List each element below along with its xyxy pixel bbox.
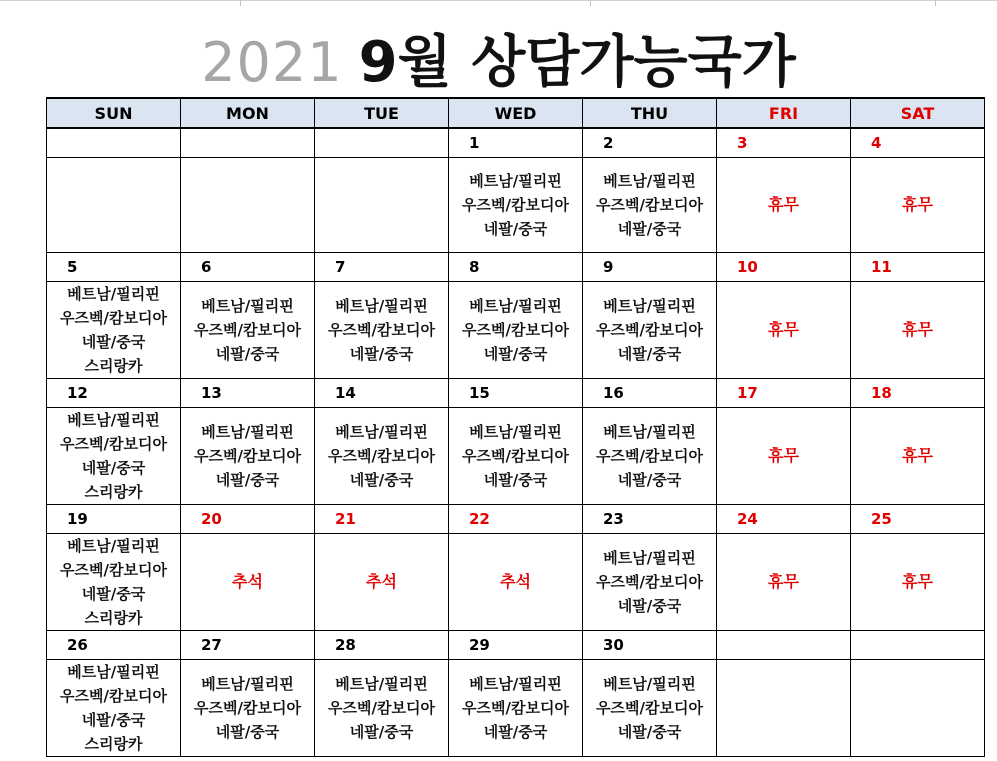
countries-cell [583,660,717,757]
holiday-cell: 휴무 [851,158,985,253]
country-line: 네팔/중국 [215,723,280,741]
calendar-table [46,97,985,757]
country-line: 네팔/중국 [483,471,548,489]
countries-cell [181,282,315,379]
date-cell: 23 [583,505,717,534]
date-cell: 28 [315,631,449,660]
country-line: 베트남/필리핀 [201,423,294,441]
date-cell [47,128,181,158]
countries-cell [449,408,583,505]
country-line: 우즈벡/캄보디아 [462,321,569,339]
date-cell: 4 [851,128,985,158]
country-line: 베트남/필리핀 [469,172,562,190]
content-row [47,534,985,631]
date-cell: 2 [583,128,717,158]
date-cell [181,128,315,158]
country-line: 우즈벡/캄보디아 [194,447,301,465]
country-line: 우즈벡/캄보디아 [462,196,569,214]
content-row [47,408,985,505]
date-cell: 12 [47,379,181,408]
country-line: 우즈벡/캄보디아 [194,321,301,339]
countries-cell [449,282,583,379]
country-line: 스리랑카 [84,483,143,501]
date-row [47,631,985,660]
date-cell: 26 [47,631,181,660]
holiday-cell: 휴무 [851,282,985,379]
country-line: 네팔/중국 [81,333,146,351]
empty-cell [851,660,985,757]
date-row [47,379,985,408]
country-line: 우즈벡/캄보디아 [60,687,167,705]
country-line: 베트남/필리핀 [201,297,294,315]
countries-cell [47,408,181,505]
countries-cell [47,660,181,757]
country-line: 우즈벡/캄보디아 [328,699,435,717]
country-line: 베트남/필리핀 [469,675,562,693]
header-fri: FRI [717,98,851,128]
country-line: 우즈벡/캄보디아 [194,699,301,717]
country-line: 베트남/필리핀 [201,675,294,693]
country-line: 우즈벡/캄보디아 [596,573,703,591]
countries-cell [181,660,315,757]
country-line: 우즈벡/캄보디아 [60,309,167,327]
countries-cell [47,282,181,379]
date-cell: 19 [47,505,181,534]
country-line: 네팔/중국 [617,471,682,489]
top-border-line [0,0,997,1]
country-line: 네팔/중국 [81,711,146,729]
date-cell [315,128,449,158]
date-cell: 27 [181,631,315,660]
title-main: 9월 상담가능국가 [358,30,796,95]
country-line: 네팔/중국 [215,345,280,363]
date-cell: 10 [717,253,851,282]
date-row [47,253,985,282]
country-line: 베트남/필리핀 [335,675,428,693]
weekday-header-row [47,98,985,128]
date-cell: 9 [583,253,717,282]
header-sat: SAT [851,98,985,128]
country-line: 베트남/필리핀 [603,172,696,190]
country-line: 우즈벡/캄보디아 [462,447,569,465]
date-cell: 11 [851,253,985,282]
date-cell: 25 [851,505,985,534]
countries-cell [449,660,583,757]
country-line: 스리랑카 [84,357,143,375]
header-thu: THU [583,98,717,128]
countries-cell [47,534,181,631]
header-wed: WED [449,98,583,128]
country-line: 베트남/필리핀 [335,423,428,441]
date-cell: 8 [449,253,583,282]
countries-cell [583,158,717,253]
chuseok-cell: 추석 [181,534,315,631]
date-cell: 21 [315,505,449,534]
countries-cell [449,158,583,253]
header-sun: SUN [47,98,181,128]
countries-cell [315,660,449,757]
country-line: 스리랑카 [84,735,143,753]
empty-cell [47,158,181,253]
country-line: 네팔/중국 [617,345,682,363]
date-cell: 30 [583,631,717,660]
countries-cell [181,408,315,505]
empty-cell [181,158,315,253]
date-cell: 29 [449,631,583,660]
countries-cell [315,282,449,379]
page-title [0,18,997,98]
column-tick [935,0,936,6]
date-cell: 17 [717,379,851,408]
date-cell: 7 [315,253,449,282]
country-line: 우즈벡/캄보디아 [60,435,167,453]
date-cell: 18 [851,379,985,408]
content-row [47,660,985,757]
country-line: 네팔/중국 [215,471,280,489]
empty-cell [315,158,449,253]
country-line: 네팔/중국 [81,459,146,477]
country-line: 네팔/중국 [483,220,548,238]
country-line: 네팔/중국 [349,723,414,741]
country-line: 네팔/중국 [483,345,548,363]
country-line: 베트남/필리핀 [603,297,696,315]
date-cell: 1 [449,128,583,158]
date-cell: 14 [315,379,449,408]
holiday-cell: 휴무 [717,408,851,505]
date-cell: 3 [717,128,851,158]
holiday-cell: 휴무 [851,534,985,631]
country-line: 우즈벡/캄보디아 [462,699,569,717]
countries-cell [583,534,717,631]
header-tue: TUE [315,98,449,128]
country-line: 네팔/중국 [483,723,548,741]
column-tick [590,0,591,6]
date-cell: 15 [449,379,583,408]
country-line: 베트남/필리핀 [67,663,160,681]
date-row [47,505,985,534]
date-cell: 5 [47,253,181,282]
country-line: 우즈벡/캄보디아 [596,321,703,339]
country-line: 네팔/중국 [617,220,682,238]
country-line: 네팔/중국 [617,723,682,741]
content-row [47,282,985,379]
country-line: 우즈벡/캄보디아 [596,699,703,717]
country-line: 우즈벡/캄보디아 [596,196,703,214]
country-line: 스리랑카 [84,609,143,627]
content-row [47,158,985,253]
countries-cell [583,408,717,505]
holiday-cell: 휴무 [717,534,851,631]
countries-cell [315,408,449,505]
country-line: 네팔/중국 [349,345,414,363]
date-cell: 6 [181,253,315,282]
country-line: 베트남/필리핀 [603,423,696,441]
header-mon: MON [181,98,315,128]
country-line: 베트남/필리핀 [469,423,562,441]
title-year: 2021 [201,31,343,94]
date-cell: 13 [181,379,315,408]
date-cell: 24 [717,505,851,534]
country-line: 베트남/필리핀 [603,549,696,567]
country-line: 베트남/필리핀 [67,285,160,303]
date-cell [717,631,851,660]
country-line: 우즈벡/캄보디아 [596,447,703,465]
country-line: 베트남/필리핀 [469,297,562,315]
date-cell: 20 [181,505,315,534]
country-line: 네팔/중국 [81,585,146,603]
country-line: 네팔/중국 [349,471,414,489]
empty-cell [717,660,851,757]
country-line: 네팔/중국 [617,597,682,615]
holiday-cell: 휴무 [717,158,851,253]
date-cell [851,631,985,660]
column-tick [240,0,241,6]
date-cell: 16 [583,379,717,408]
date-cell: 22 [449,505,583,534]
country-line: 베트남/필리핀 [67,537,160,555]
country-line: 우즈벡/캄보디아 [60,561,167,579]
date-row [47,128,985,158]
country-line: 베트남/필리핀 [603,675,696,693]
chuseok-cell: 추석 [315,534,449,631]
countries-cell [583,282,717,379]
holiday-cell: 휴무 [851,408,985,505]
country-line: 우즈벡/캄보디아 [328,321,435,339]
country-line: 우즈벡/캄보디아 [328,447,435,465]
holiday-cell: 휴무 [717,282,851,379]
chuseok-cell: 추석 [449,534,583,631]
country-line: 베트남/필리핀 [335,297,428,315]
country-line: 베트남/필리핀 [67,411,160,429]
